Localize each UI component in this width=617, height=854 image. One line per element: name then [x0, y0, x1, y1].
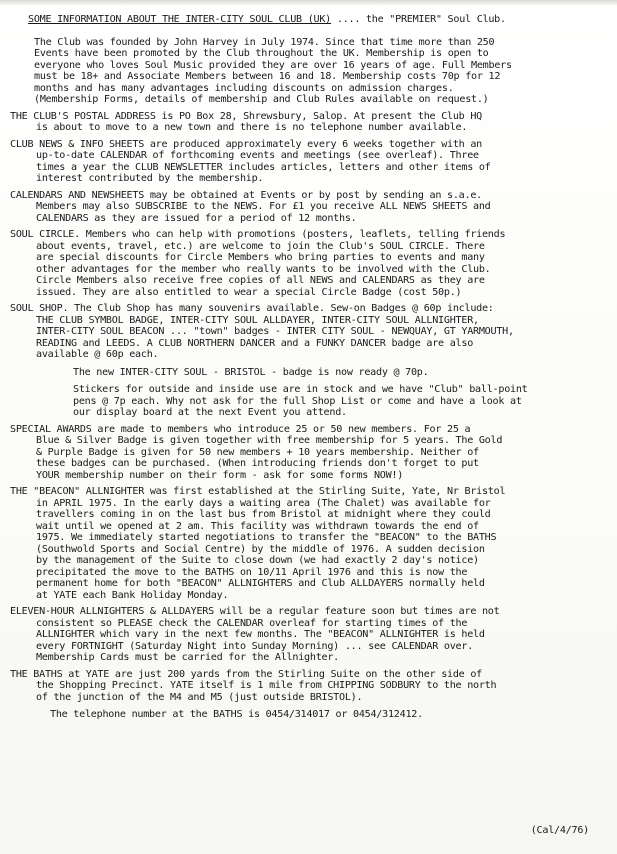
- text-line: times a year the CLUB NEWSLETTER includes articles, letters and other items of: [36, 161, 491, 173]
- page-title: [28, 14, 607, 26]
- club-news-section: [10, 139, 607, 185]
- text-line: Stickers for outside and inside use are in stock and we have "Club" ball-point: [73, 384, 528, 395]
- text-line: at YATE each Bank Holiday Monday.: [36, 589, 229, 601]
- telephone-note: [10, 709, 607, 721]
- text-line: Membership Cards must be carried for the Allnighter.: [36, 652, 340, 663]
- text-line: THE "BEACON" ALLNIGHTER was first established at the Stirling Suite, Yate, Nr Bristol: [10, 486, 506, 497]
- intro-paragraph: [34, 37, 607, 106]
- text-line: (Membership Forms, details of membership and Club Rules available on request.): [34, 94, 489, 105]
- text-line: THE CLUB'S POSTAL ADDRESS is PO Box 28, Shrewsbury, Salop. At present the Club HQ: [10, 110, 482, 122]
- text-line: issued. They are also entitled to wear a special Circle Badge (cost 50p.): [36, 286, 462, 298]
- text-line: The Club was founded by John Harvey in July 1974. Since that time more than 250: [34, 36, 495, 48]
- document-reference: (Cal/4/76): [530, 824, 589, 836]
- text-line: The new INTER-CITY SOUL - BRISTOL - badge is now ready @ 70p.: [73, 366, 429, 378]
- text-line: Events have been promoted by the Club throughout the UK. Membership is open to: [34, 48, 489, 59]
- text-line: The telephone number at the BATHS is 0454/314017 or 0454/312412.: [50, 709, 423, 720]
- text-line: SPECIAL AWARDS are made to members who introduce 25 or 50 new members. For 25 a: [10, 423, 471, 435]
- text-line: must be 18+ and Associate Members between 16 and 18. Membership costs 70p for 12: [34, 71, 501, 82]
- text-line: Circle Members also receive free copies of all NEWS and CALENDARS as they are: [36, 275, 485, 286]
- text-line: Members may also SUBSCRIBE to the NEWS. For £1 you receive ALL NEWS SHEETS and: [36, 201, 491, 212]
- text-line: our display board at the next Event you attend.: [73, 407, 347, 418]
- text-line: precipitated the move to the BATHS on 10/11 April 1976 and this is now the: [36, 566, 468, 578]
- text-line: wait until we opened at 2 am. This facility was withdrawn towards the end of: [36, 520, 479, 532]
- eleven-hour-section: [10, 606, 607, 664]
- text-line: up-to-date CALENDAR of forthcoming events and meetings (see overleaf). Three: [36, 150, 479, 161]
- text-line: everyone who loves Soul Music provided they are over 16 years of age. Full Members: [34, 59, 512, 71]
- beacon-allnighter-section: [10, 486, 607, 601]
- baths-location-section: [10, 669, 607, 721]
- text-line: consistent so PLEASE check the CALENDAR overleaf for starting times of the: [36, 617, 468, 629]
- stickers-note: [10, 384, 607, 419]
- text-line: about events, travel, etc.) are welcome to join the Club's SOUL CIRCLE. There: [36, 240, 485, 252]
- text-line: CALENDARS AND NEWSHEETS may be obtained at Events or by post by sending an s.a.e.: [10, 189, 482, 201]
- text-line: every FORTNIGHT (Saturday Night into Sunday Morning) ... see CALENDAR over.: [36, 640, 474, 652]
- text-line: is about to move to a new town and there is no telephone number available.: [36, 122, 468, 133]
- soul-shop-section: [10, 303, 607, 419]
- title-main: SOME INFORMATION ABOUT THE INTER-CITY SOUL CLUB (UK): [28, 14, 332, 25]
- text-line: ALLNIGHTER which vary in the next few months. The "BEACON" ALLNIGHTER is held: [36, 629, 485, 640]
- text-line: READING and LEEDS. A CLUB NORTHERN DANCER and a FUNKY DANCER badge are also: [36, 337, 474, 349]
- text-line: ELEVEN-HOUR ALLNIGHTERS & ALLDAYERS will be a regular feature soon but times are not: [10, 606, 500, 617]
- text-line: interest contributed by the membership.: [36, 173, 264, 184]
- text-line: THE BATHS at YATE are just 200 yards from the Stirling Suite on the other side of: [10, 668, 482, 680]
- calendars-section: [10, 190, 607, 225]
- text-line: YOUR membership number on their form - ask for some forms NOW!): [36, 469, 404, 481]
- title-tagline: .... the "PREMIER" Soul Club.: [331, 14, 506, 25]
- text-line: SOUL CIRCLE. Members who can help with promotions (posters, leaflets, telling friends: [10, 229, 506, 240]
- text-line: pens @ 7p each. Why not ask for the full Shop List or come and have a look at: [73, 395, 522, 407]
- text-line: other advantages for the member who really wants to be involved with the Club.: [36, 263, 491, 275]
- text-line: of the junction of the M4 and M5 (just outside BRISTOL).: [36, 691, 363, 703]
- text-line: SOUL SHOP. The Club Shop has many souvenirs available. Sew-on Badges @ 60p include:: [10, 303, 494, 314]
- text-line: the Shopping Precinct. YATE itself is 1 mile from CHIPPING SODBURY to the north: [36, 680, 497, 691]
- text-line: travellers coming in on the last bus from Bristol at midnight where they could: [36, 509, 491, 520]
- text-line: in APRIL 1975. In the early days a waiting area (The Chalet) was available for: [36, 497, 491, 509]
- text-line: (Southwold Sports and Social Centre) by the middle of 1976. A sudden decision: [36, 543, 485, 555]
- text-line: CLUB NEWS & INFO SHEETS are produced approximately every 6 weeks together with an: [10, 138, 482, 150]
- text-line: available @ 60p each.: [36, 349, 159, 360]
- text-line: these badges can be purchased. (When introducing friends don't forget to put: [36, 458, 479, 469]
- text-line: permanent home for both "BEACON" ALLNIGHTERS and Club ALLDAYERS normally held: [36, 578, 485, 589]
- text-line: by the management of the Suite to close down (we had exactly 2 day's notice): [36, 555, 479, 566]
- text-line: & Purple Badge is given for 50 new members + 10 years membership. Neither of: [36, 446, 479, 458]
- text-line: CALENDARS as they are issued for a period of 12 months.: [36, 212, 357, 224]
- text-line: 1975. We immediately started negotiations to transfer the "BEACON" to the BATHS: [36, 532, 497, 543]
- special-awards-section: [10, 424, 607, 482]
- soul-circle-section: [10, 229, 607, 298]
- text-line: are special discounts for Circle Members who bring parties to events and many: [36, 252, 485, 263]
- postal-address-section: [10, 111, 607, 134]
- text-line: INTER-CITY SOUL BEACON ... "town" badges - INTER CITY SOUL - NEWQUAY, GT YARMOUTH,: [36, 326, 514, 337]
- text-line: Blue & Silver Badge is given together with free membership for 5 years. The Gold: [36, 435, 503, 446]
- text-line: THE CLUB SYMBOL BADGE, INTER-CITY SOUL ALLDAYER, INTER-CITY SOUL ALLNIGHTER,: [36, 314, 479, 326]
- bristol-badge-note: [10, 367, 607, 379]
- text-line: months and has many advantages including discounts on admission charges.: [34, 82, 454, 94]
